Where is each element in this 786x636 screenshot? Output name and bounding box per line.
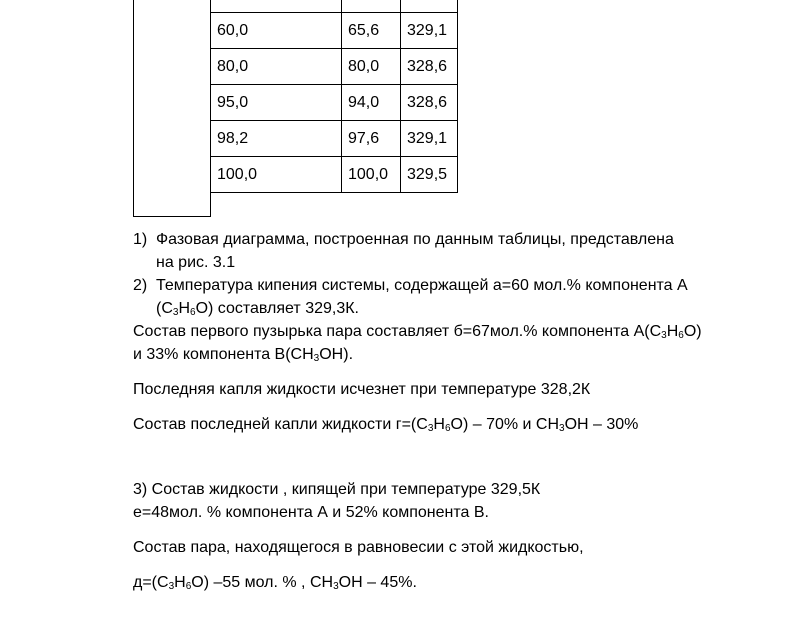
list-text-line	[133, 297, 773, 320]
table-cell: 80,0	[211, 49, 342, 85]
paragraph-last-drop: Последняя капля жидкости исчезнет при температуре 328,2К	[133, 381, 591, 398]
text-run: (C	[156, 300, 173, 317]
subscript: 6	[444, 423, 451, 434]
table-bottom-space	[211, 193, 458, 217]
document-body	[133, 228, 773, 594]
table-cell: 95,0	[211, 85, 342, 121]
table-cell: 329,1	[401, 13, 458, 49]
table-cell: 98,2	[211, 121, 342, 157]
text-run: O) –55 мол. % , CH	[191, 574, 334, 591]
text-run: O)	[683, 323, 702, 340]
text-run: Состав первого пузырька пара составляет б=67мол.% компонента А(C	[133, 323, 662, 340]
table-cell: 329,5	[401, 157, 458, 193]
table-cell: 328,6	[401, 49, 458, 85]
table-cell	[401, 0, 458, 13]
text-run: H	[433, 416, 445, 433]
text-run: OH).	[319, 346, 354, 363]
subscript: 3	[168, 581, 175, 592]
table-cell	[211, 0, 342, 13]
table-row	[134, 0, 458, 13]
paragraph-item-3: 3) Состав жидкости , кипящей при температуре 329,5К	[133, 481, 541, 498]
subscript: 3	[172, 307, 179, 318]
text-run: д=(C	[133, 574, 169, 591]
subscript: 3	[333, 581, 339, 592]
list-item-1	[133, 228, 773, 251]
list-number: 1)	[133, 231, 148, 248]
subscript: 6	[185, 581, 192, 592]
table-cell: 100,0	[342, 157, 401, 193]
text-run: OH – 30%	[564, 416, 639, 433]
table-cell: 97,6	[342, 121, 401, 157]
paragraph-first-bubble-line2	[133, 343, 773, 366]
spacer	[133, 436, 773, 478]
list-number: 2)	[133, 277, 148, 294]
subscript: 3	[661, 330, 667, 341]
text-run: H	[666, 323, 679, 340]
table-cell: 329,1	[401, 121, 458, 157]
text-run: Состав последней капли жидкости г=(C	[133, 416, 428, 433]
table-cell: 65,6	[342, 13, 401, 49]
list-text-line: Фазовая диаграмма, построенная по данным таблицы, представлена	[156, 231, 674, 248]
text-run: и 33% компонента В(CH	[133, 346, 314, 363]
paragraph-item-3-line2: е=48мол. % компонента А и 52% компонента В.	[133, 504, 489, 521]
table-cell: 60,0	[211, 13, 342, 49]
list-text-line: Температура кипения системы, содержащей а=60 мол.% компонента А	[156, 277, 688, 294]
data-table-container	[133, 0, 458, 217]
subscript: 3	[427, 423, 434, 434]
table-cell	[342, 0, 401, 13]
spacer	[133, 559, 773, 571]
text-run: OH – 45%.	[338, 574, 417, 591]
subscript: 6	[678, 330, 684, 341]
paragraph-last-drop-composition	[133, 413, 773, 436]
list-text: на рис. 3.1	[156, 254, 236, 271]
spacer	[133, 524, 773, 536]
paragraph-first-bubble	[133, 320, 773, 343]
table-cell: 328,6	[401, 85, 458, 121]
text-run: O) составляет 329,3К.	[195, 300, 359, 317]
spacer	[133, 401, 773, 413]
paragraph-vapor: Состав пара, находящегося в равновесии с этой жидкостью,	[133, 539, 584, 556]
list-text-line	[133, 251, 773, 274]
text-run: H	[174, 574, 186, 591]
list-item-2	[133, 274, 773, 297]
text-run: O) – 70% и CH	[450, 416, 560, 433]
spacer	[133, 366, 773, 378]
table-cell: 100,0	[211, 157, 342, 193]
text-run: H	[178, 300, 191, 317]
data-table	[133, 0, 458, 217]
subscript: 6	[190, 307, 196, 318]
table-cell: 94,0	[342, 85, 401, 121]
table-blank-column	[134, 0, 211, 217]
subscript: 3	[559, 423, 565, 434]
subscript: 3	[313, 353, 320, 364]
paragraph-vapor-composition	[133, 571, 773, 594]
table-cell: 80,0	[342, 49, 401, 85]
